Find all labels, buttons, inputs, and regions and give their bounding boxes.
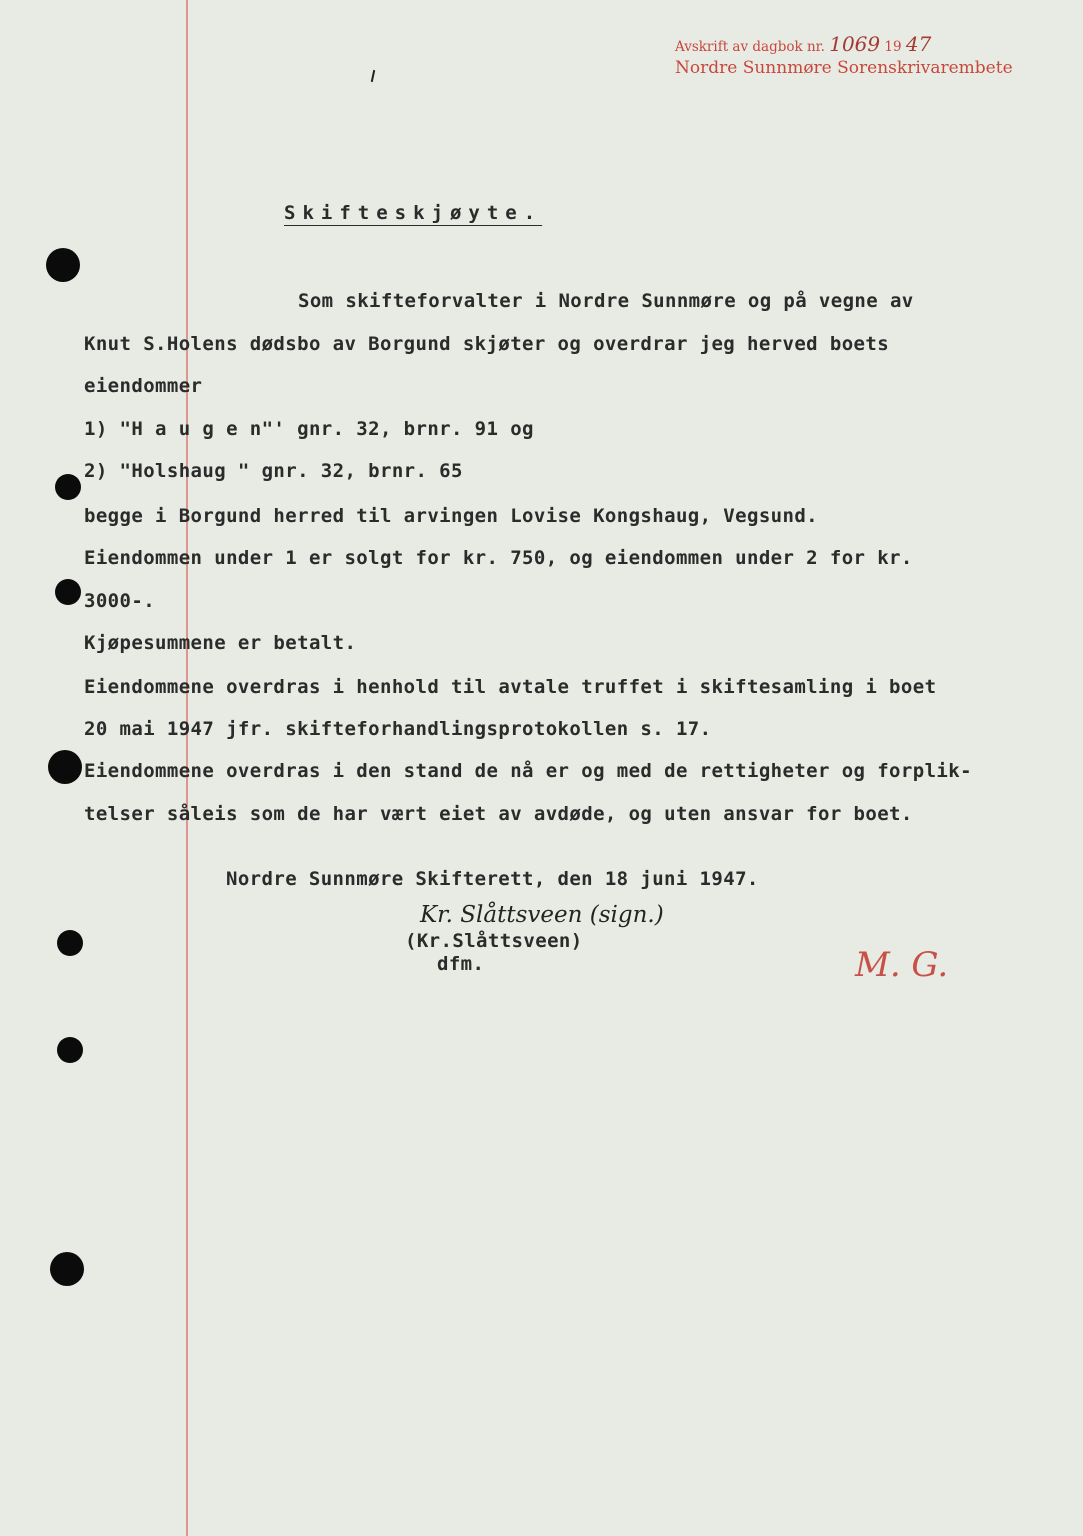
typed-title: dfm. bbox=[437, 953, 485, 975]
punch-hole bbox=[57, 930, 83, 956]
punch-hole bbox=[46, 248, 80, 282]
ink-mark bbox=[371, 70, 375, 82]
punch-hole bbox=[55, 474, 81, 500]
body-line: Eiendommene overdras i henhold til avtale truffet i skiftesamling i boet bbox=[84, 676, 937, 698]
document-title: Skifteskjøyte. bbox=[284, 202, 543, 224]
punch-hole bbox=[57, 1037, 83, 1063]
office-stamp bbox=[675, 32, 1055, 92]
handwritten-signature: Kr. Slåttsveen (sign.) bbox=[420, 902, 664, 928]
punch-hole bbox=[50, 1252, 84, 1286]
body-line: Eiendommene overdras i den stand de nå er og med de rettigheter og forplik- bbox=[84, 760, 972, 782]
stamp-prefix: Avskrift av dagbok nr. bbox=[675, 39, 825, 55]
body-line: eiendommer bbox=[84, 375, 203, 397]
typed-name: (Kr.Slåttsveen) bbox=[405, 930, 583, 952]
body-line: 2) "Holshaug " gnr. 32, brnr. 65 bbox=[84, 460, 463, 482]
body-line: 20 mai 1947 jfr. skifteforhandlingsprotokollen s. 17. bbox=[84, 718, 712, 740]
body-line: begge i Borgund herred til arvingen Lovise Kongshaug, Vegsund. bbox=[84, 505, 819, 527]
place-date: Nordre Sunnmøre Skifterett, den 18 juni 1947. bbox=[226, 868, 759, 890]
body-line: 1) "H a u g e n"' gnr. 32, brnr. 91 og bbox=[84, 418, 534, 440]
punch-hole bbox=[48, 750, 82, 784]
body-line: 3000-. bbox=[84, 590, 156, 612]
stamp-year-prefix: 19 bbox=[884, 39, 902, 55]
body-line: telser såleis som de har vært eiet av avdøde, og uten ansvar for boet. bbox=[84, 803, 913, 825]
stamp-year-suffix: 47 bbox=[905, 32, 932, 56]
body-line: Eiendommen under 1 er solgt for kr. 750, og eiendommen under 2 for kr. bbox=[84, 547, 913, 569]
stamp-line-1 bbox=[675, 32, 931, 56]
stamp-number: 1069 bbox=[829, 32, 881, 56]
red-initials: M. G. bbox=[855, 945, 949, 985]
body-line: Som skifteforvalter i Nordre Sunnmøre og på vegne av bbox=[298, 290, 914, 312]
body-line: Kjøpesummene er betalt. bbox=[84, 632, 357, 654]
body-line: Knut S.Holens dødsbo av Borgund skjøter og overdrar jeg herved boets bbox=[84, 333, 890, 355]
stamp-office: Nordre Sunnmøre Sorenskrivarembete bbox=[675, 58, 1013, 78]
punch-hole bbox=[55, 579, 81, 605]
